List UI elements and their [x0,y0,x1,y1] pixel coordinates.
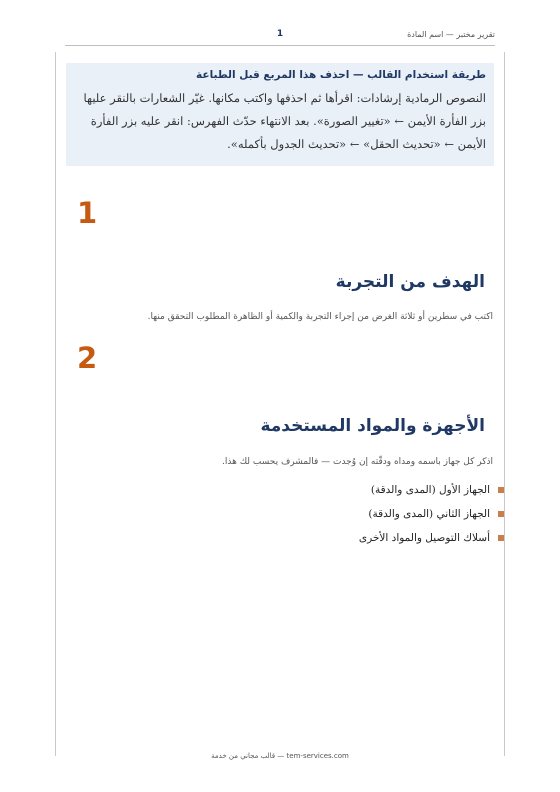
square-bullet-icon [498,511,504,517]
list-item [359,502,504,526]
instructions-box [66,63,494,166]
equipment-list [359,478,504,550]
list-item-text: الجهاز الأول (المدى والدقة) [370,484,490,496]
section-number-1: 1 [77,196,98,230]
instructions-title: طريقة استخدام القالب — احذف هذا المربع قبل الطباعة [196,69,486,81]
list-item [359,526,504,550]
section-description-objective: اكتب في سطرين أو ثلاثة الغرض من إجراء التجربة والكمية أو الظاهرة المطلوب التحقق منها. [147,312,493,322]
header-page-number: 1 [276,29,284,39]
instructions-body: النصوص الرمادية إرشادات: اقرأها ثم احذفها واكتب مكانها. غيّر الشعارات بالنقر عليها بزر الفأرة الأيمن ← «تغيير الصورة». بعد الانتهاء حدّث الفهرس: انقر عليه بزر الفأرة الأيمن ← «تحديث الحقل» ← «تحديث الجدول بأكمله». [83,91,486,151]
list-item [359,478,504,502]
section-number-2: 2 [77,341,98,375]
page-footer: tem-services.com — قالب مجاني من خدمة [211,752,349,760]
section-description-equipment: اذكر كل جهاز باسمه ومداه ودقّته إن وُجدت — فالمشرف يحسب لك هذا. [222,457,493,467]
list-item-text: الجهاز الثاني (المدى والدقة) [368,508,490,520]
page-header [65,27,495,46]
square-bullet-icon [498,535,504,541]
section-title-objective: الهدف من التجربة [335,272,485,292]
header-doc-title: تقرير مختبر — اسم المادة [407,30,495,39]
list-item-text: أسلاك التوصيل والمواد الأخرى [358,532,490,544]
section-title-equipment: الأجهزة والمواد المستخدمة [260,416,485,436]
square-bullet-icon [498,487,504,493]
